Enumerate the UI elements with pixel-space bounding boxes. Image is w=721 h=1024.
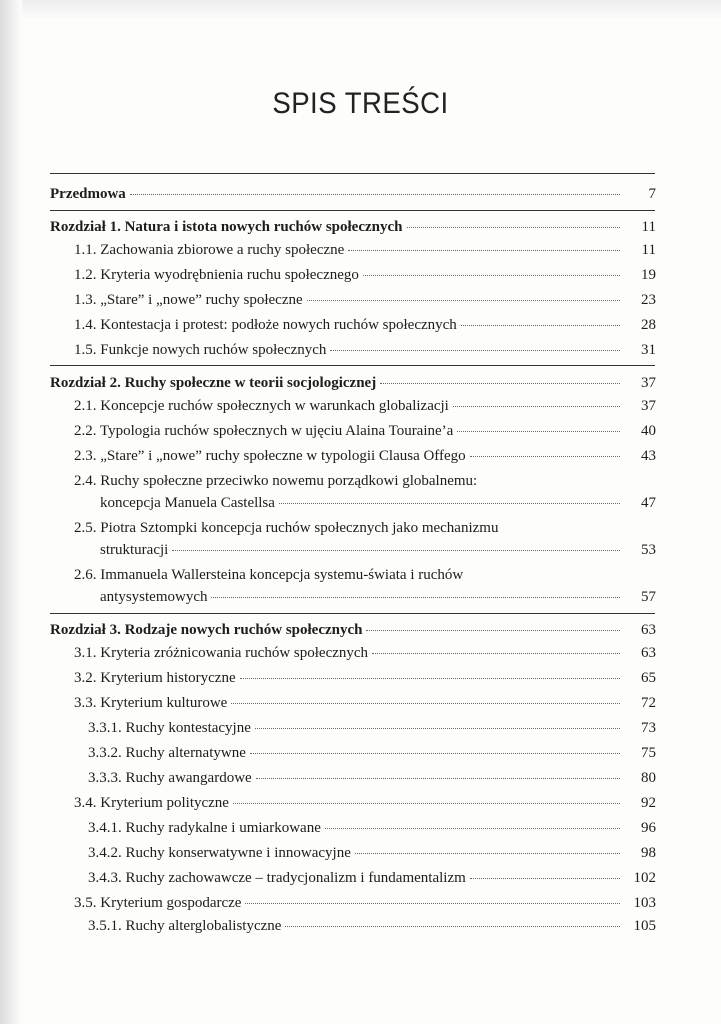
toc-entry-3-4-3 <box>50 869 656 887</box>
toc-entry-chapter-2 <box>50 374 656 392</box>
toc-entry-3-5-1 <box>50 917 656 935</box>
dot-leader <box>231 703 620 704</box>
toc-entry-page: 75 <box>641 745 656 761</box>
toc-entry-2-3 <box>50 447 656 465</box>
toc-entry-1-3 <box>50 291 656 309</box>
toc-entry-title: 1.5. Funkcje nowych ruchów społecznych <box>74 342 327 358</box>
toc-entry-page: 103 <box>633 895 656 911</box>
toc-entry-3-3-2 <box>50 744 656 762</box>
dot-leader <box>470 456 620 457</box>
toc-entry-page: 102 <box>633 870 656 886</box>
dot-leader <box>211 597 620 598</box>
toc-entry-3-4-1 <box>50 819 656 837</box>
toc-entry-2-5-line1: 2.5. Piotra Sztompki koncepcja ruchów społecznych jako mechanizmu <box>74 520 499 536</box>
toc-entry-page: 11 <box>641 242 656 258</box>
toc-entry-page: 98 <box>641 845 656 861</box>
toc-entry-page: 47 <box>641 495 656 511</box>
toc-entry-title: 1.3. „Stare” i „nowe” ruchy społeczne <box>74 292 303 308</box>
toc-entry-title: Rozdział 3. Rodzaje nowych ruchów społecznych <box>50 622 363 638</box>
dot-leader <box>407 227 621 228</box>
dot-leader <box>470 878 620 879</box>
toc-entry-1-5 <box>50 341 656 359</box>
toc-entry-page: 23 <box>641 292 656 308</box>
dot-leader <box>325 828 620 829</box>
section-rule <box>50 613 655 614</box>
toc-entry-page: 43 <box>641 448 656 464</box>
toc-entry-page: 92 <box>641 795 656 811</box>
dot-leader <box>366 630 620 631</box>
toc-entry-chapter-1 <box>50 218 656 236</box>
toc-entry-title: 3.3. Kryterium kulturowe <box>74 695 228 711</box>
toc-entry-page: 28 <box>641 317 656 333</box>
toc-entry-page: 96 <box>641 820 656 836</box>
toc-entry-title: 3.5.1. Ruchy alterglobalistyczne <box>88 918 282 934</box>
dot-leader <box>363 275 620 276</box>
toc-entry-title: Rozdział 1. Natura i istota nowych ruchów społecznych <box>50 219 403 235</box>
toc-entry-page: 53 <box>641 542 656 558</box>
page-title: SPIS TREŚCI <box>272 87 449 120</box>
toc-entry-page: 63 <box>641 645 656 661</box>
toc-entry-title: 2.1. Koncepcje ruchów społecznych w warunkach globalizacji <box>74 398 449 414</box>
dot-leader <box>355 853 620 854</box>
dot-leader <box>240 678 620 679</box>
toc-entry-title: Rozdział 2. Ruchy społeczne w teorii socjologicznej <box>50 375 377 391</box>
dot-leader <box>256 778 620 779</box>
dot-leader <box>330 350 620 351</box>
dot-leader <box>172 550 620 551</box>
dot-leader <box>279 503 620 504</box>
toc-entry-title: 3.3.1. Ruchy kontestacyjne <box>88 720 251 736</box>
toc-entry-page: 72 <box>641 695 656 711</box>
toc-entry-title: 3.1. Kryteria zróżnicowania ruchów społecznych <box>74 645 369 661</box>
toc-entry-page: 63 <box>641 622 656 638</box>
toc-entry-title: 3.5. Kryterium gospodarcze <box>74 895 242 911</box>
toc-entry-page: 73 <box>641 720 656 736</box>
toc-entry-chapter-3 <box>50 621 656 639</box>
toc-entry-title: 1.2. Kryteria wyodrębnienia ruchu społecznego <box>74 267 359 283</box>
toc-entry-3-2 <box>50 669 656 687</box>
toc-entry-preface <box>50 185 656 203</box>
toc-entry-title-continued: antysystemowych <box>100 589 208 605</box>
dot-leader <box>453 406 620 407</box>
toc-entry-title: 2.2. Typologia ruchów społecznych w ujęciu Alaina Touraine’a <box>74 423 454 439</box>
toc-entry-3-4-2 <box>50 844 656 862</box>
section-rule <box>50 210 655 211</box>
toc-entry-1-1 <box>50 241 656 259</box>
toc-entry-title-continued: strukturacji <box>100 542 169 558</box>
toc-entry-page: 105 <box>633 918 656 934</box>
toc-entry-3-3-1 <box>50 719 656 737</box>
section-rule <box>50 365 655 366</box>
dot-leader <box>380 383 620 384</box>
toc-entry-title: 1.4. Kontestacja i protest: podłoże nowych ruchów społecznych <box>74 317 457 333</box>
toc-entry-title: 3.3.3. Ruchy awangardowe <box>88 770 252 786</box>
toc-entry-page: 65 <box>641 670 656 686</box>
dot-leader <box>233 803 620 804</box>
dot-leader <box>372 653 620 654</box>
toc-entry-page: 7 <box>648 186 656 202</box>
dot-leader <box>130 194 620 195</box>
toc-entry-2-6-line1: 2.6. Immanuela Wallersteina koncepcja systemu-świata i ruchów <box>74 567 464 583</box>
toc-entry-title: 2.3. „Stare” i „nowe” ruchy społeczne w typologii Clausa Offego <box>74 448 466 464</box>
toc-entry-3-5 <box>50 894 656 912</box>
toc-entry-page: 19 <box>641 267 656 283</box>
toc-entry-2-6 <box>50 588 656 606</box>
dot-leader <box>461 325 620 326</box>
toc-entry-title-continued: koncepcja Manuela Castellsa <box>100 495 275 511</box>
toc-entry-page: 37 <box>641 398 656 414</box>
dot-leader <box>307 300 620 301</box>
dot-leader <box>255 728 620 729</box>
toc-entry-page: 80 <box>641 770 656 786</box>
toc-entry-title: 3.4.2. Ruchy konserwatywne i innowacyjne <box>88 845 351 861</box>
dot-leader <box>285 926 620 927</box>
toc-entry-page: 40 <box>641 423 656 439</box>
toc-entry-2-4-line1: 2.4. Ruchy społeczne przeciwko nowemu porządkowi globalnemu: <box>74 473 478 489</box>
toc-entry-3-4 <box>50 794 656 812</box>
toc-entry-2-5 <box>50 541 656 559</box>
toc-entry-title: 1.1. Zachowania zbiorowe a ruchy społeczne <box>74 242 345 258</box>
toc-entry-1-2 <box>50 266 656 284</box>
toc-entry-title: Przedmowa <box>50 186 126 202</box>
toc-entry-title: 3.4. Kryterium polityczne <box>74 795 229 811</box>
toc-entry-2-4 <box>50 494 656 512</box>
dot-leader <box>250 753 620 754</box>
toc-entry-1-4 <box>50 316 656 334</box>
toc-entry-title: 3.2. Kryterium historyczne <box>74 670 236 686</box>
dot-leader <box>457 431 620 432</box>
toc-entry-3-3-3 <box>50 769 656 787</box>
toc-entry-2-1 <box>50 397 656 415</box>
toc-entry-page: 11 <box>641 219 656 235</box>
toc-entry-title: 3.3.2. Ruchy alternatywne <box>88 745 246 761</box>
toc-entry-3-1 <box>50 644 656 662</box>
dot-leader <box>348 250 620 251</box>
toc-entry-title: 3.4.3. Ruchy zachowawcze – tradycjonalizm i fundamentalizm <box>88 870 466 886</box>
toc-entry-3-3 <box>50 694 656 712</box>
toc-entry-page: 57 <box>641 589 656 605</box>
toc-entry-page: 31 <box>641 342 656 358</box>
toc-entry-page: 37 <box>641 375 656 391</box>
toc-entry-2-2 <box>50 422 656 440</box>
dot-leader <box>245 903 620 904</box>
toc-entry-title: 3.4.1. Ruchy radykalne i umiarkowane <box>88 820 321 836</box>
